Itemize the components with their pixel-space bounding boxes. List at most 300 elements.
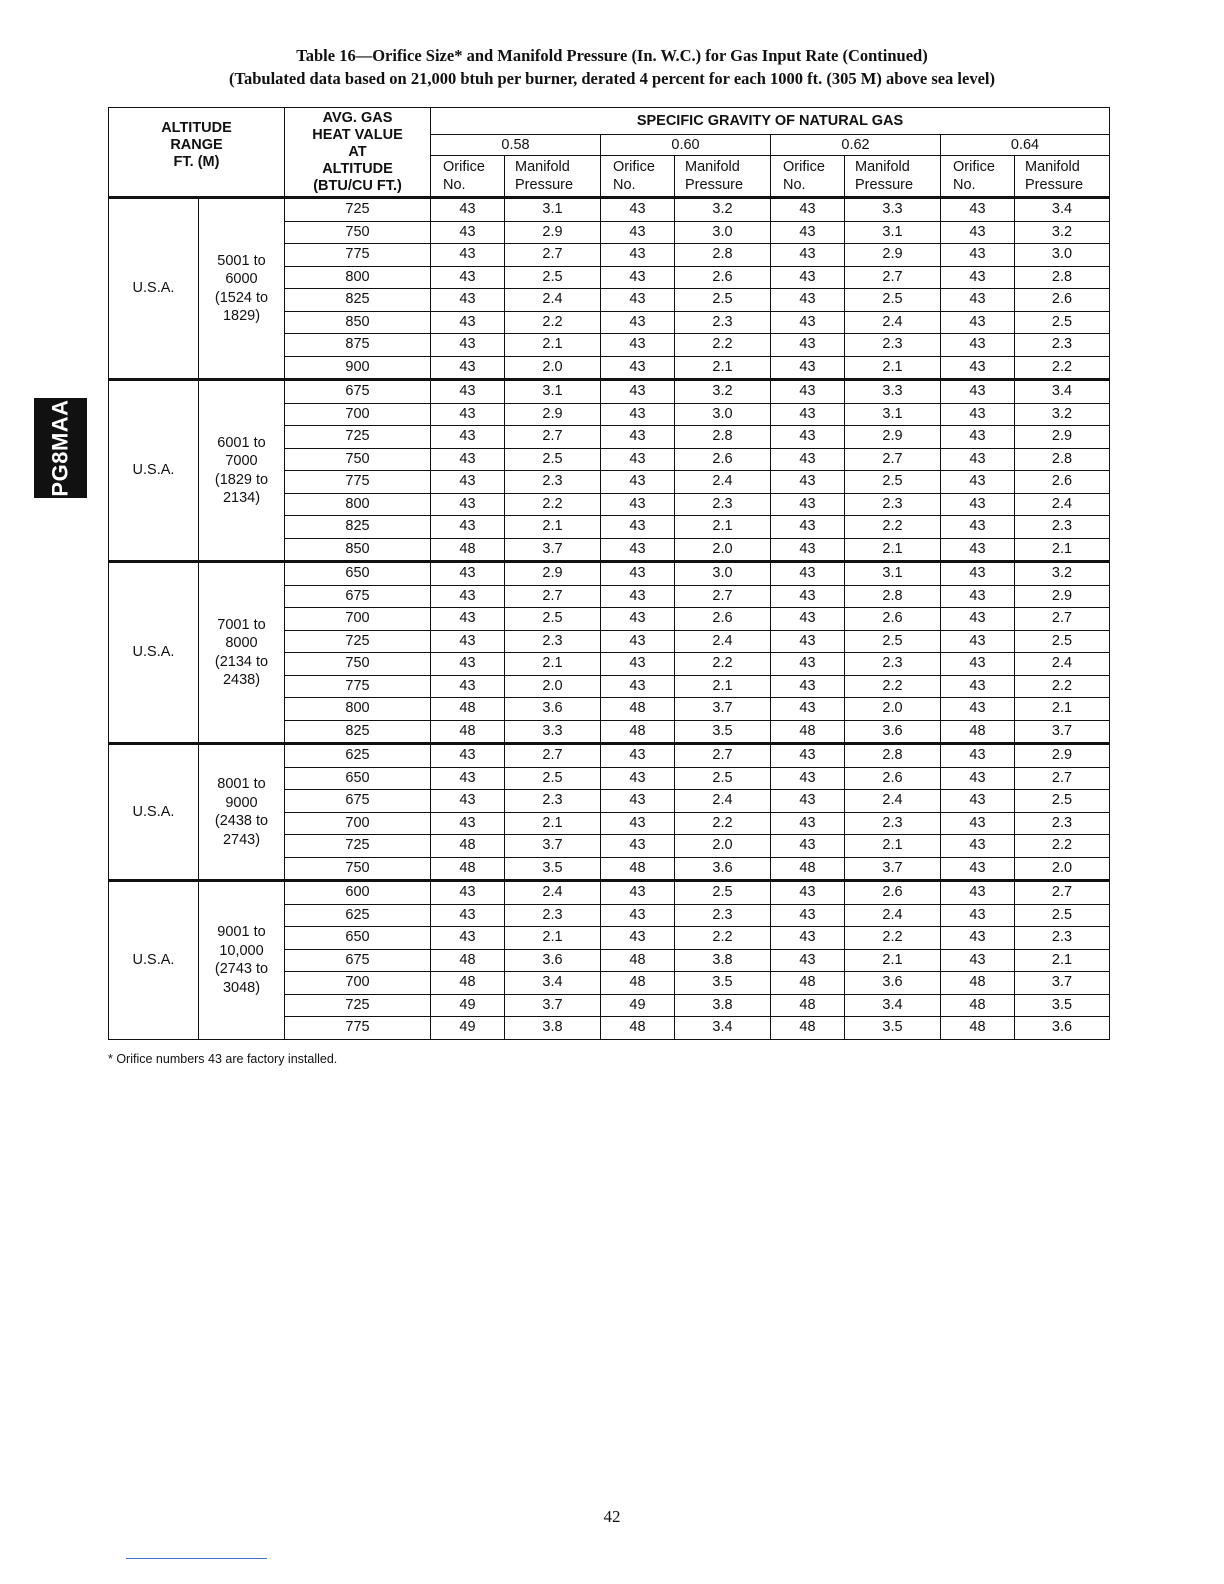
- manifold-pressure-cell: 3.0: [1015, 244, 1110, 267]
- table-row: [109, 562, 1110, 586]
- orifice-no-cell: 43: [771, 653, 845, 676]
- manifold-pressure-cell: 2.5: [845, 289, 941, 312]
- orifice-no-cell: 43: [771, 266, 845, 289]
- manifold-pressure-cell: 2.5: [675, 881, 771, 905]
- gravity-064-header: 0.64: [941, 135, 1110, 156]
- orifice-no-cell: 43: [771, 493, 845, 516]
- orifice-no-cell: 43: [431, 493, 505, 516]
- manifold-pressure-cell: 2.4: [505, 289, 601, 312]
- manifold-pressure-cell: 3.7: [505, 835, 601, 858]
- manifold-pressure-cell: 2.2: [1015, 835, 1110, 858]
- orifice-no-cell: 43: [941, 562, 1015, 586]
- manifold-pressure-cell: 2.5: [505, 608, 601, 631]
- orifice-no-cell: 43: [941, 426, 1015, 449]
- manifold-pressure-cell: 2.3: [505, 630, 601, 653]
- manifold-pressure-cell: 3.3: [845, 198, 941, 222]
- orifice-no-cell: 43: [941, 538, 1015, 562]
- orifice-no-cell: 43: [601, 471, 675, 494]
- orifice-no-cell: 43: [941, 675, 1015, 698]
- orifice-no-cell: 43: [771, 949, 845, 972]
- manifold-pressure-cell: 3.2: [675, 380, 771, 404]
- manifold-pressure-cell: 2.4: [505, 881, 601, 905]
- orifice-no-cell: 43: [431, 198, 505, 222]
- manifold-pressure-cell: 2.1: [675, 356, 771, 380]
- orifice-no-cell: 43: [601, 904, 675, 927]
- orifice-no-cell: 43: [941, 608, 1015, 631]
- manifold-pressure-cell: 2.8: [1015, 266, 1110, 289]
- manifold-pressure-cell: 2.6: [845, 767, 941, 790]
- manifold-pressure-cell: 2.0: [505, 675, 601, 698]
- orifice-no-cell: 48: [771, 972, 845, 995]
- manifold-pressure-cell: 2.5: [845, 471, 941, 494]
- heat-value-cell: 750: [285, 221, 431, 244]
- orifice-no-cell: 43: [601, 311, 675, 334]
- manifold-pressure-cell: 2.4: [845, 904, 941, 927]
- heat-value-cell: 850: [285, 311, 431, 334]
- orifice-no-cell: 43: [601, 675, 675, 698]
- orifice-no-cell: 43: [601, 356, 675, 380]
- orifice-no-cell: 43: [431, 675, 505, 698]
- orifice-no-cell: 43: [601, 448, 675, 471]
- manifold-pressure-cell: 3.0: [675, 221, 771, 244]
- manifold-pressure-cell: 3.7: [1015, 972, 1110, 995]
- orifice-no-cell: 43: [431, 448, 505, 471]
- manifold-pressure-cell: 2.7: [1015, 767, 1110, 790]
- orifice-no-cell: 43: [771, 812, 845, 835]
- manifold-pressure-cell: 2.5: [505, 767, 601, 790]
- manifold-pressure-cell: 2.9: [845, 244, 941, 267]
- orifice-no-cell: 43: [431, 653, 505, 676]
- orifice-no-cell: 43: [601, 516, 675, 539]
- manifold-pressure-cell: 2.3: [845, 493, 941, 516]
- heat-value-cell: 900: [285, 356, 431, 380]
- table-row: [109, 380, 1110, 404]
- orifice-no-cell: 43: [941, 790, 1015, 813]
- manifold-pressure-cell: 3.4: [675, 1017, 771, 1040]
- orifice-no-cell: 43: [771, 675, 845, 698]
- manifold-pressure-cell: 3.6: [505, 698, 601, 721]
- manifold-pressure-header: Manifold Pressure: [505, 156, 601, 198]
- table-title: Table 16—Orifice Size* and Manifold Pressure (In. W.C.) for Gas Input Rate (Continued): [296, 46, 928, 65]
- side-tab: [34, 398, 87, 498]
- heat-value-cell: 700: [285, 812, 431, 835]
- heat-value-cell: 700: [285, 972, 431, 995]
- manifold-pressure-cell: 2.2: [675, 334, 771, 357]
- manifold-pressure-cell: 2.0: [675, 835, 771, 858]
- orifice-no-cell: 43: [941, 904, 1015, 927]
- orifice-no-cell: 43: [431, 356, 505, 380]
- manifold-pressure-cell: 3.8: [675, 949, 771, 972]
- orifice-no-cell: 43: [431, 812, 505, 835]
- orifice-no-cell: 43: [941, 493, 1015, 516]
- manifold-pressure-cell: 2.7: [1015, 608, 1110, 631]
- manifold-pressure-cell: 2.3: [845, 334, 941, 357]
- manifold-pressure-cell: 3.5: [505, 857, 601, 881]
- orifice-no-cell: 48: [941, 994, 1015, 1017]
- manifold-pressure-cell: 3.5: [675, 972, 771, 995]
- orifice-no-cell: 43: [771, 927, 845, 950]
- gravity-058-header: 0.58: [431, 135, 601, 156]
- orifice-no-cell: 49: [431, 994, 505, 1017]
- manifold-pressure-cell: 3.0: [675, 562, 771, 586]
- orifice-no-cell: 43: [601, 289, 675, 312]
- manifold-pressure-header: Manifold Pressure: [675, 156, 771, 198]
- orifice-no-cell: 43: [601, 927, 675, 950]
- altitude-range-cell: 6001 to 7000 (1829 to 2134): [199, 380, 285, 562]
- manifold-pressure-cell: 3.7: [675, 698, 771, 721]
- orifice-no-cell: 43: [601, 266, 675, 289]
- orifice-no-cell: 43: [601, 608, 675, 631]
- manifold-pressure-cell: 2.9: [1015, 744, 1110, 768]
- orifice-no-cell: 43: [771, 790, 845, 813]
- table-row: [109, 198, 1110, 222]
- orifice-table: [108, 107, 1110, 1040]
- orifice-no-cell: 43: [941, 744, 1015, 768]
- manifold-pressure-header: Manifold Pressure: [845, 156, 941, 198]
- heat-value-cell: 700: [285, 608, 431, 631]
- manifold-pressure-cell: 2.6: [845, 608, 941, 631]
- orifice-no-cell: 43: [941, 927, 1015, 950]
- manifold-pressure-cell: 2.5: [505, 448, 601, 471]
- heat-value-cell: 600: [285, 881, 431, 905]
- manifold-pressure-cell: 2.7: [505, 244, 601, 267]
- manifold-pressure-cell: 3.5: [1015, 994, 1110, 1017]
- orifice-no-cell: 43: [431, 221, 505, 244]
- manifold-pressure-cell: 2.0: [845, 698, 941, 721]
- orifice-no-cell: 43: [601, 493, 675, 516]
- manifold-pressure-cell: 2.7: [505, 426, 601, 449]
- manifold-pressure-cell: 2.4: [675, 630, 771, 653]
- location-cell: U.S.A.: [109, 881, 199, 1040]
- orifice-no-cell: 43: [601, 562, 675, 586]
- orifice-no-cell: 43: [601, 744, 675, 768]
- manifold-pressure-cell: 2.9: [505, 562, 601, 586]
- orifice-no-cell: 43: [601, 790, 675, 813]
- orifice-no-cell: 43: [601, 585, 675, 608]
- manifold-pressure-cell: 2.0: [675, 538, 771, 562]
- manifold-pressure-cell: 2.3: [675, 311, 771, 334]
- manifold-pressure-cell: 3.8: [505, 1017, 601, 1040]
- manifold-pressure-cell: 2.2: [845, 516, 941, 539]
- location-cell: U.S.A.: [109, 744, 199, 881]
- manifold-pressure-cell: 2.2: [675, 653, 771, 676]
- orifice-no-cell: 43: [771, 630, 845, 653]
- manifold-pressure-cell: 2.1: [505, 334, 601, 357]
- manifold-pressure-cell: 3.2: [1015, 221, 1110, 244]
- footer-rule: [126, 1558, 267, 1559]
- manifold-pressure-cell: 2.9: [845, 426, 941, 449]
- altitude-range-cell: 7001 to 8000 (2134 to 2438): [199, 562, 285, 744]
- manifold-pressure-cell: 3.6: [505, 949, 601, 972]
- manifold-pressure-cell: 3.7: [845, 857, 941, 881]
- orifice-no-cell: 48: [601, 698, 675, 721]
- orifice-no-cell: 43: [941, 266, 1015, 289]
- orifice-no-cell: 48: [771, 720, 845, 744]
- orifice-no-cell: 43: [601, 403, 675, 426]
- altitude-range-cell: 5001 to 6000 (1524 to 1829): [199, 198, 285, 380]
- orifice-no-header: Orifice No.: [601, 156, 675, 198]
- orifice-no-cell: 43: [941, 403, 1015, 426]
- orifice-no-cell: 43: [601, 380, 675, 404]
- manifold-pressure-cell: 2.3: [505, 471, 601, 494]
- manifold-pressure-cell: 3.2: [1015, 562, 1110, 586]
- manifold-pressure-cell: 2.4: [1015, 653, 1110, 676]
- altitude-range-cell: 9001 to 10,000 (2743 to 3048): [199, 881, 285, 1040]
- manifold-pressure-cell: 3.0: [675, 403, 771, 426]
- heat-value-cell: 775: [285, 675, 431, 698]
- orifice-no-cell: 43: [771, 403, 845, 426]
- manifold-pressure-cell: 2.2: [505, 311, 601, 334]
- manifold-pressure-cell: 2.5: [505, 266, 601, 289]
- heat-value-cell: 675: [285, 380, 431, 404]
- orifice-no-cell: 43: [771, 904, 845, 927]
- side-tab-label: PG8MAA: [47, 399, 73, 497]
- orifice-no-cell: 43: [431, 927, 505, 950]
- orifice-no-header: Orifice No.: [941, 156, 1015, 198]
- heat-value-cell: 650: [285, 767, 431, 790]
- orifice-no-cell: 43: [941, 516, 1015, 539]
- orifice-no-cell: 48: [431, 698, 505, 721]
- orifice-no-cell: 43: [601, 244, 675, 267]
- orifice-no-cell: 43: [941, 857, 1015, 881]
- manifold-pressure-cell: 2.7: [845, 448, 941, 471]
- manifold-pressure-cell: 2.0: [1015, 857, 1110, 881]
- orifice-no-cell: 43: [771, 426, 845, 449]
- orifice-no-cell: 43: [431, 881, 505, 905]
- manifold-pressure-cell: 2.1: [675, 516, 771, 539]
- manifold-pressure-cell: 2.5: [675, 289, 771, 312]
- heat-value-cell: 775: [285, 1017, 431, 1040]
- manifold-pressure-cell: 2.6: [675, 448, 771, 471]
- orifice-no-cell: 43: [431, 790, 505, 813]
- manifold-pressure-cell: 2.3: [845, 653, 941, 676]
- manifold-pressure-cell: 2.2: [845, 927, 941, 950]
- orifice-no-cell: 48: [601, 949, 675, 972]
- orifice-no-cell: 43: [771, 538, 845, 562]
- heat-value-cell: 800: [285, 266, 431, 289]
- manifold-pressure-cell: 2.8: [675, 426, 771, 449]
- orifice-no-cell: 43: [431, 744, 505, 768]
- manifold-pressure-cell: 2.9: [505, 221, 601, 244]
- heat-value-cell: 725: [285, 994, 431, 1017]
- page-number: 42: [603, 1507, 621, 1526]
- manifold-pressure-cell: 2.1: [845, 949, 941, 972]
- orifice-no-cell: 43: [771, 562, 845, 586]
- orifice-no-cell: 43: [431, 608, 505, 631]
- manifold-pressure-cell: 2.4: [1015, 493, 1110, 516]
- manifold-pressure-cell: 2.8: [1015, 448, 1110, 471]
- manifold-pressure-cell: 2.1: [505, 653, 601, 676]
- heat-value-cell: 725: [285, 630, 431, 653]
- orifice-no-header: Orifice No.: [771, 156, 845, 198]
- orifice-no-cell: 43: [771, 244, 845, 267]
- heat-value-cell: 850: [285, 538, 431, 562]
- heat-value-cell: 875: [285, 334, 431, 357]
- orifice-no-cell: 43: [431, 904, 505, 927]
- manifold-pressure-cell: 2.2: [845, 675, 941, 698]
- orifice-no-cell: 43: [941, 244, 1015, 267]
- specific-gravity-header: SPECIFIC GRAVITY OF NATURAL GAS: [431, 108, 1110, 135]
- orifice-no-cell: 43: [601, 630, 675, 653]
- orifice-no-cell: 43: [431, 585, 505, 608]
- orifice-no-cell: 48: [431, 857, 505, 881]
- orifice-no-cell: 48: [601, 857, 675, 881]
- manifold-pressure-cell: 2.3: [1015, 516, 1110, 539]
- orifice-no-cell: 48: [431, 972, 505, 995]
- orifice-no-cell: 43: [431, 334, 505, 357]
- orifice-no-cell: 43: [941, 448, 1015, 471]
- manifold-pressure-cell: 3.6: [845, 720, 941, 744]
- manifold-pressure-cell: 2.1: [845, 356, 941, 380]
- table-subtitle: (Tabulated data based on 21,000 btuh per burner, derated 4 percent for each 1000 ft. (305 M) above sea level): [228, 69, 995, 88]
- orifice-no-cell: 48: [601, 972, 675, 995]
- manifold-pressure-cell: 3.1: [845, 403, 941, 426]
- manifold-pressure-cell: 3.1: [505, 198, 601, 222]
- manifold-pressure-cell: 2.5: [845, 630, 941, 653]
- orifice-no-cell: 43: [771, 311, 845, 334]
- orifice-no-cell: 43: [771, 356, 845, 380]
- orifice-no-cell: 43: [941, 698, 1015, 721]
- heat-value-cell: 750: [285, 857, 431, 881]
- heat-value-cell: 675: [285, 585, 431, 608]
- orifice-no-cell: 43: [941, 380, 1015, 404]
- manifold-pressure-cell: 2.2: [1015, 675, 1110, 698]
- manifold-pressure-cell: 2.3: [675, 493, 771, 516]
- orifice-no-cell: 43: [431, 403, 505, 426]
- manifold-pressure-cell: 2.2: [675, 812, 771, 835]
- orifice-no-cell: 43: [601, 198, 675, 222]
- manifold-pressure-cell: 2.4: [845, 311, 941, 334]
- orifice-no-cell: 43: [771, 471, 845, 494]
- orifice-no-cell: 48: [771, 1017, 845, 1040]
- manifold-pressure-cell: 2.8: [675, 244, 771, 267]
- orifice-no-cell: 43: [771, 744, 845, 768]
- manifold-pressure-cell: 2.4: [845, 790, 941, 813]
- gravity-062-header: 0.62: [771, 135, 941, 156]
- manifold-pressure-cell: 3.4: [1015, 198, 1110, 222]
- manifold-pressure-cell: 2.3: [675, 904, 771, 927]
- orifice-no-cell: 43: [941, 812, 1015, 835]
- orifice-no-cell: 49: [601, 994, 675, 1017]
- manifold-pressure-cell: 3.1: [845, 562, 941, 586]
- manifold-pressure-cell: 3.4: [1015, 380, 1110, 404]
- gravity-060-header: 0.60: [601, 135, 771, 156]
- manifold-pressure-cell: 2.7: [505, 744, 601, 768]
- manifold-pressure-cell: 3.6: [1015, 1017, 1110, 1040]
- manifold-pressure-cell: 3.2: [675, 198, 771, 222]
- manifold-pressure-cell: 3.8: [675, 994, 771, 1017]
- manifold-pressure-cell: 2.1: [845, 538, 941, 562]
- manifold-pressure-cell: 2.1: [505, 927, 601, 950]
- location-cell: U.S.A.: [109, 198, 199, 380]
- heat-value-cell: 650: [285, 927, 431, 950]
- manifold-pressure-cell: 2.9: [1015, 585, 1110, 608]
- orifice-no-cell: 43: [941, 356, 1015, 380]
- orifice-no-header: Orifice No.: [431, 156, 505, 198]
- manifold-pressure-cell: 2.3: [1015, 812, 1110, 835]
- manifold-pressure-cell: 3.7: [505, 994, 601, 1017]
- manifold-pressure-header: Manifold Pressure: [1015, 156, 1110, 198]
- orifice-no-cell: 43: [941, 471, 1015, 494]
- manifold-pressure-cell: 2.7: [675, 585, 771, 608]
- footnote: * Orifice numbers 43 are factory installed.: [108, 1052, 338, 1066]
- location-cell: U.S.A.: [109, 562, 199, 744]
- heat-value-cell: 675: [285, 949, 431, 972]
- heat-value-cell: 800: [285, 493, 431, 516]
- orifice-no-cell: 43: [771, 198, 845, 222]
- altitude-range-cell: 8001 to 9000 (2438 to 2743): [199, 744, 285, 881]
- heat-value-header: AVG. GAS HEAT VALUE AT ALTITUDE (BTU/CU FT.): [285, 108, 431, 198]
- manifold-pressure-cell: 2.4: [675, 471, 771, 494]
- orifice-no-cell: 43: [941, 311, 1015, 334]
- orifice-no-cell: 43: [941, 334, 1015, 357]
- orifice-no-cell: 43: [771, 835, 845, 858]
- manifold-pressure-cell: 2.3: [505, 790, 601, 813]
- orifice-no-cell: 43: [431, 311, 505, 334]
- table-row: [109, 881, 1110, 905]
- heat-value-cell: 625: [285, 904, 431, 927]
- orifice-no-cell: 43: [431, 630, 505, 653]
- manifold-pressure-cell: 2.6: [1015, 289, 1110, 312]
- orifice-no-cell: 43: [941, 221, 1015, 244]
- heat-value-cell: 825: [285, 289, 431, 312]
- orifice-no-cell: 43: [941, 653, 1015, 676]
- manifold-pressure-cell: 2.1: [1015, 698, 1110, 721]
- manifold-pressure-cell: 3.5: [845, 1017, 941, 1040]
- manifold-pressure-cell: 2.7: [505, 585, 601, 608]
- manifold-pressure-cell: 3.1: [845, 221, 941, 244]
- heat-value-cell: 700: [285, 403, 431, 426]
- manifold-pressure-cell: 2.2: [1015, 356, 1110, 380]
- orifice-no-cell: 43: [431, 289, 505, 312]
- manifold-pressure-cell: 2.1: [845, 835, 941, 858]
- orifice-no-cell: 43: [771, 221, 845, 244]
- manifold-pressure-cell: 2.8: [845, 744, 941, 768]
- manifold-pressure-cell: 2.4: [675, 790, 771, 813]
- manifold-pressure-cell: 2.6: [675, 266, 771, 289]
- orifice-no-cell: 43: [601, 767, 675, 790]
- orifice-no-cell: 43: [601, 812, 675, 835]
- orifice-no-cell: 43: [431, 380, 505, 404]
- manifold-pressure-cell: 3.3: [505, 720, 601, 744]
- manifold-pressure-cell: 2.9: [505, 403, 601, 426]
- heat-value-cell: 725: [285, 198, 431, 222]
- heat-value-cell: 825: [285, 516, 431, 539]
- manifold-pressure-cell: 2.5: [1015, 311, 1110, 334]
- table-row: [109, 744, 1110, 768]
- manifold-pressure-cell: 2.8: [845, 585, 941, 608]
- orifice-no-cell: 43: [941, 630, 1015, 653]
- manifold-pressure-cell: 2.5: [1015, 904, 1110, 927]
- heat-value-cell: 750: [285, 653, 431, 676]
- manifold-pressure-cell: 2.3: [845, 812, 941, 835]
- manifold-pressure-cell: 2.2: [505, 493, 601, 516]
- orifice-no-cell: 48: [771, 994, 845, 1017]
- orifice-no-cell: 43: [941, 949, 1015, 972]
- orifice-no-cell: 48: [601, 1017, 675, 1040]
- manifold-pressure-cell: 2.7: [845, 266, 941, 289]
- orifice-no-cell: 43: [771, 698, 845, 721]
- manifold-pressure-cell: 2.1: [1015, 949, 1110, 972]
- orifice-no-cell: 43: [601, 653, 675, 676]
- manifold-pressure-cell: 2.7: [1015, 881, 1110, 905]
- orifice-no-cell: 49: [431, 1017, 505, 1040]
- orifice-no-cell: 43: [601, 334, 675, 357]
- manifold-pressure-cell: 3.7: [505, 538, 601, 562]
- heat-value-cell: 625: [285, 744, 431, 768]
- orifice-no-cell: 43: [771, 380, 845, 404]
- manifold-pressure-cell: 2.6: [675, 608, 771, 631]
